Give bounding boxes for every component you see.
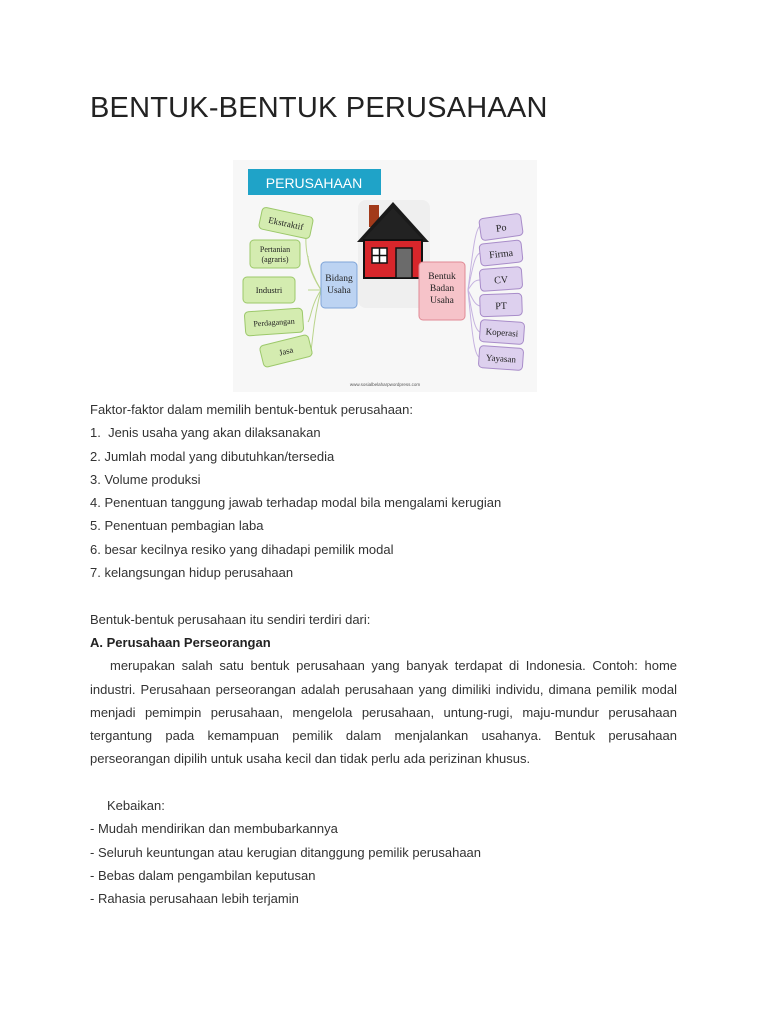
right-hub-line-2: Badan (429, 284, 455, 294)
forms-intro: Bentuk-bentuk perusahaan itu sendiri terdiri dari: (90, 611, 371, 627)
factor-item: 5. Penentuan pembagian laba (90, 518, 264, 534)
factors-intro: Faktor-faktor dalam memilih bentuk-bentuk perusahaan: (90, 402, 413, 417)
diagram-header-label: PERUSAHAAN (265, 175, 363, 191)
advantage-item: - Rahasia perusahaan lebih terjamin (90, 891, 299, 907)
right-hub-line-1: Bentuk (428, 272, 456, 282)
left-hub (321, 262, 357, 308)
advantage-item: - Mudah mendirikan dan membubarkannya (90, 821, 338, 837)
factor-item: 1. Jenis usaha yang akan dilaksanakan (90, 425, 321, 441)
right-hub-line-3: Usaha (430, 296, 454, 306)
page-title: BENTUK-BENTUK PERUSAHAAN (90, 92, 548, 124)
right-item-cv (479, 267, 522, 292)
right-item-label: Firma (488, 247, 514, 262)
left-item-pertanian (250, 240, 300, 268)
left-item-perdagangan (244, 308, 304, 336)
left-item-industri (243, 277, 295, 303)
left-item-label: Pertanian (259, 245, 291, 254)
right-item-label: CV (493, 274, 509, 287)
factor-item: 7. kelangsungan hidup perusahaan (90, 565, 294, 581)
factor-item: 2. Jumlah modal yang dibutuhkan/tersedia (90, 448, 335, 464)
section-a-heading: A. Perusahaan Perseorangan (90, 634, 271, 650)
section-a-body: merupakan salah satu bentuk perusahaan yang banyak terdapat di Indonesia. Contoh: home industri. Perusahaan perseorangan adalah perusahaan yang dimiliki individu, dimana pemilik modal menjadi pemimpin perusahaan, mengelola perusahaan, untung-rugi, maju-mundur perusahaan tergantung pada kemampuan pemilik dalam menjalankan usahanya. Bentuk perusahaan perseorangan dipilih untuk usaha kecil dan tidak perlu ada perizinan khusus. (90, 658, 677, 767)
left-item-label: Jasa (277, 344, 295, 358)
factor-item: 3. Volume produksi (90, 471, 201, 487)
left-item-label: Ekstraktif (267, 214, 305, 233)
left-hub-line-2: Usaha (327, 286, 351, 296)
right-item-yayasan (478, 345, 523, 370)
article-body (90, 398, 677, 911)
right-hub (419, 262, 465, 320)
right-item-label: Koperasi (485, 326, 519, 339)
company-diagram (233, 160, 537, 392)
right-item-label: Po (495, 222, 508, 235)
left-item-label: (agraris) (261, 255, 289, 264)
left-item-label: Perdagangan (253, 316, 295, 329)
right-item-firma (479, 240, 523, 266)
right-item-label: Yayasan (485, 352, 517, 365)
advantages-title: Kebaikan: (107, 798, 165, 814)
right-item-label: PT (495, 300, 508, 313)
right-item-pt (480, 293, 523, 316)
advantage-item: - Bebas dalam pengambilan keputusan (90, 867, 316, 883)
left-hub-line-1: Bidang (325, 274, 353, 284)
diagram-credit: www.sosialbelaharpwordpress.com (349, 382, 421, 387)
right-item-koperasi (479, 319, 524, 344)
factor-item: 6. besar kecilnya resiko yang dihadapi pemilik modal (90, 541, 394, 557)
advantage-item: - Seluruh keuntungan atau kerugian ditanggung pemilik perusahaan (90, 844, 482, 860)
factor-item: 4. Penentuan tanggung jawab terhadap modal bila mengalami kerugian (90, 495, 502, 511)
left-item-label: Industri (255, 285, 283, 295)
